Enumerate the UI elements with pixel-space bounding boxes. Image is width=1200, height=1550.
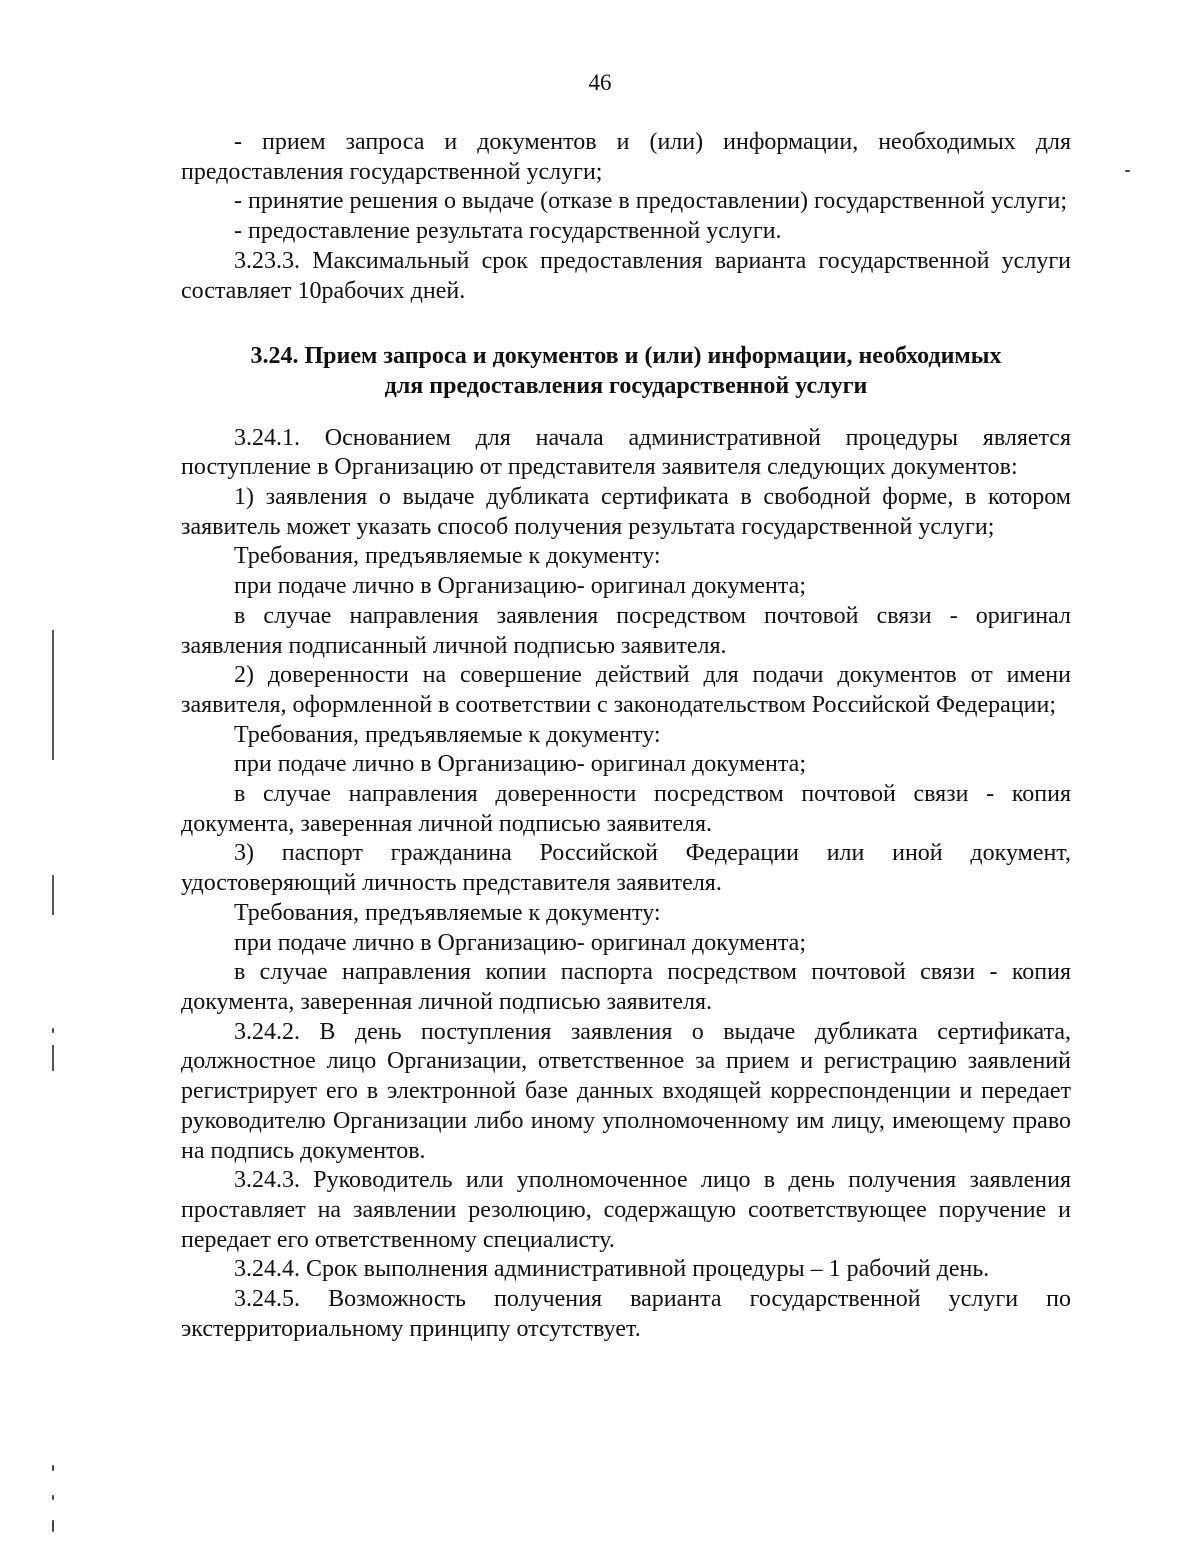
requirement-in-person: при подаче лично в Организацию- оригинал документа; xyxy=(234,751,807,778)
requirements-label: Требования, предъявляемые к документу: xyxy=(234,721,661,748)
section-heading-line-1: 3.24. Прием запроса и документов и (или) информации, необходимых xyxy=(250,343,1002,370)
paragraph-3-24-2: 3.24.2. В день поступления заявления о выдаче дубликата сертификата, должностное лицо Организации, ответственное за прием и регистрацию заявлений регистрирует его в электронной базе данных входящей корреспонденции и передает руководителю Организации либо иному уполномоченному им лицу, имеющему право на подпись документов. xyxy=(181,1018,1071,1164)
scan-artifact-dot xyxy=(1125,170,1130,172)
scan-artifact-line xyxy=(52,875,54,915)
section-heading-3-24 xyxy=(181,342,1071,401)
paragraph-3-24-4: 3.24.4. Срок выполнения административной процедуры – 1 рабочий день. xyxy=(234,1256,990,1283)
scan-artifact-line xyxy=(52,630,54,760)
requirement-by-post: в случае направления заявления посредством почтовой связи - оригинал заявления подписанный личной подписью заявителя. xyxy=(181,602,1071,659)
requirement-by-post: в случае направления доверенности посредством почтовой связи - копия документа, заверенная личной подписью заявителя. xyxy=(181,781,1071,837)
requirement-in-person: при подаче лично в Организацию- оригинал документа; xyxy=(234,929,807,956)
section-heading-line-2: для предоставления государственной услуги xyxy=(384,372,868,399)
scan-artifact-line xyxy=(52,1045,54,1071)
item-3-passport: 3) паспорт гражданина Российской Федерации или иной документ, удостоверяющий личность представителя заявителя. xyxy=(181,840,1071,897)
scan-artifact-dot xyxy=(52,1495,54,1500)
item-1-application: 1) заявления о выдаче дубликата сертификата в свободной форме, в котором заявитель может указать способ получения результата государственной услуги; xyxy=(181,484,1071,540)
document-body xyxy=(181,128,1071,1344)
list-item-receive-request: - прием запроса и документов и (или) информации, необходимых для предоставления государственной услуги; xyxy=(181,129,1071,185)
page-number: 46 xyxy=(588,70,612,95)
scan-artifact-dot xyxy=(52,1028,54,1033)
requirement-in-person: при подаче лично в Организацию- оригинал документа; xyxy=(234,573,807,600)
scan-artifact-dot xyxy=(52,1520,54,1532)
list-item-result: - предоставление результата государственной услуги. xyxy=(234,218,782,245)
paragraph-3-24-5: 3.24.5. Возможность получения варианта государственной услуги по экстерриториальному принципу отсутствует. xyxy=(181,1286,1071,1342)
requirements-label: Требования, предъявляемые к документу: xyxy=(234,899,661,926)
requirement-by-post: в случае направления копии паспорта посредством почтовой связи - копия документа, заверенная личной подписью заявителя. xyxy=(181,959,1071,1015)
paragraph-3-23-3: 3.23.3. Максимальный срок предоставления варианта государственной услуги составляет 10рабочих дней. xyxy=(181,247,1071,304)
paragraph-3-24-1: 3.24.1. Основанием для начала административной процедуры является поступление в Организацию от представителя заявителя следующих документов: xyxy=(181,424,1071,481)
list-item-decision: - принятие решения о выдаче (отказе в предоставлении) государственной услуги; xyxy=(234,188,1067,215)
requirements-label: Требования, предъявляемые к документу: xyxy=(234,543,661,570)
paragraph-3-24-3: 3.24.3. Руководитель или уполномоченное лицо в день получения заявления проставляет на заявлении резолюцию, содержащую соответствующее поручение и передает его ответственному специалисту. xyxy=(181,1167,1071,1253)
item-2-power-of-attorney: 2) доверенности на совершение действий для подачи документов от имени заявителя, оформленной в соответствии с законодательством Российской Федерации; xyxy=(181,662,1071,718)
scan-artifact-dot xyxy=(52,1465,54,1471)
